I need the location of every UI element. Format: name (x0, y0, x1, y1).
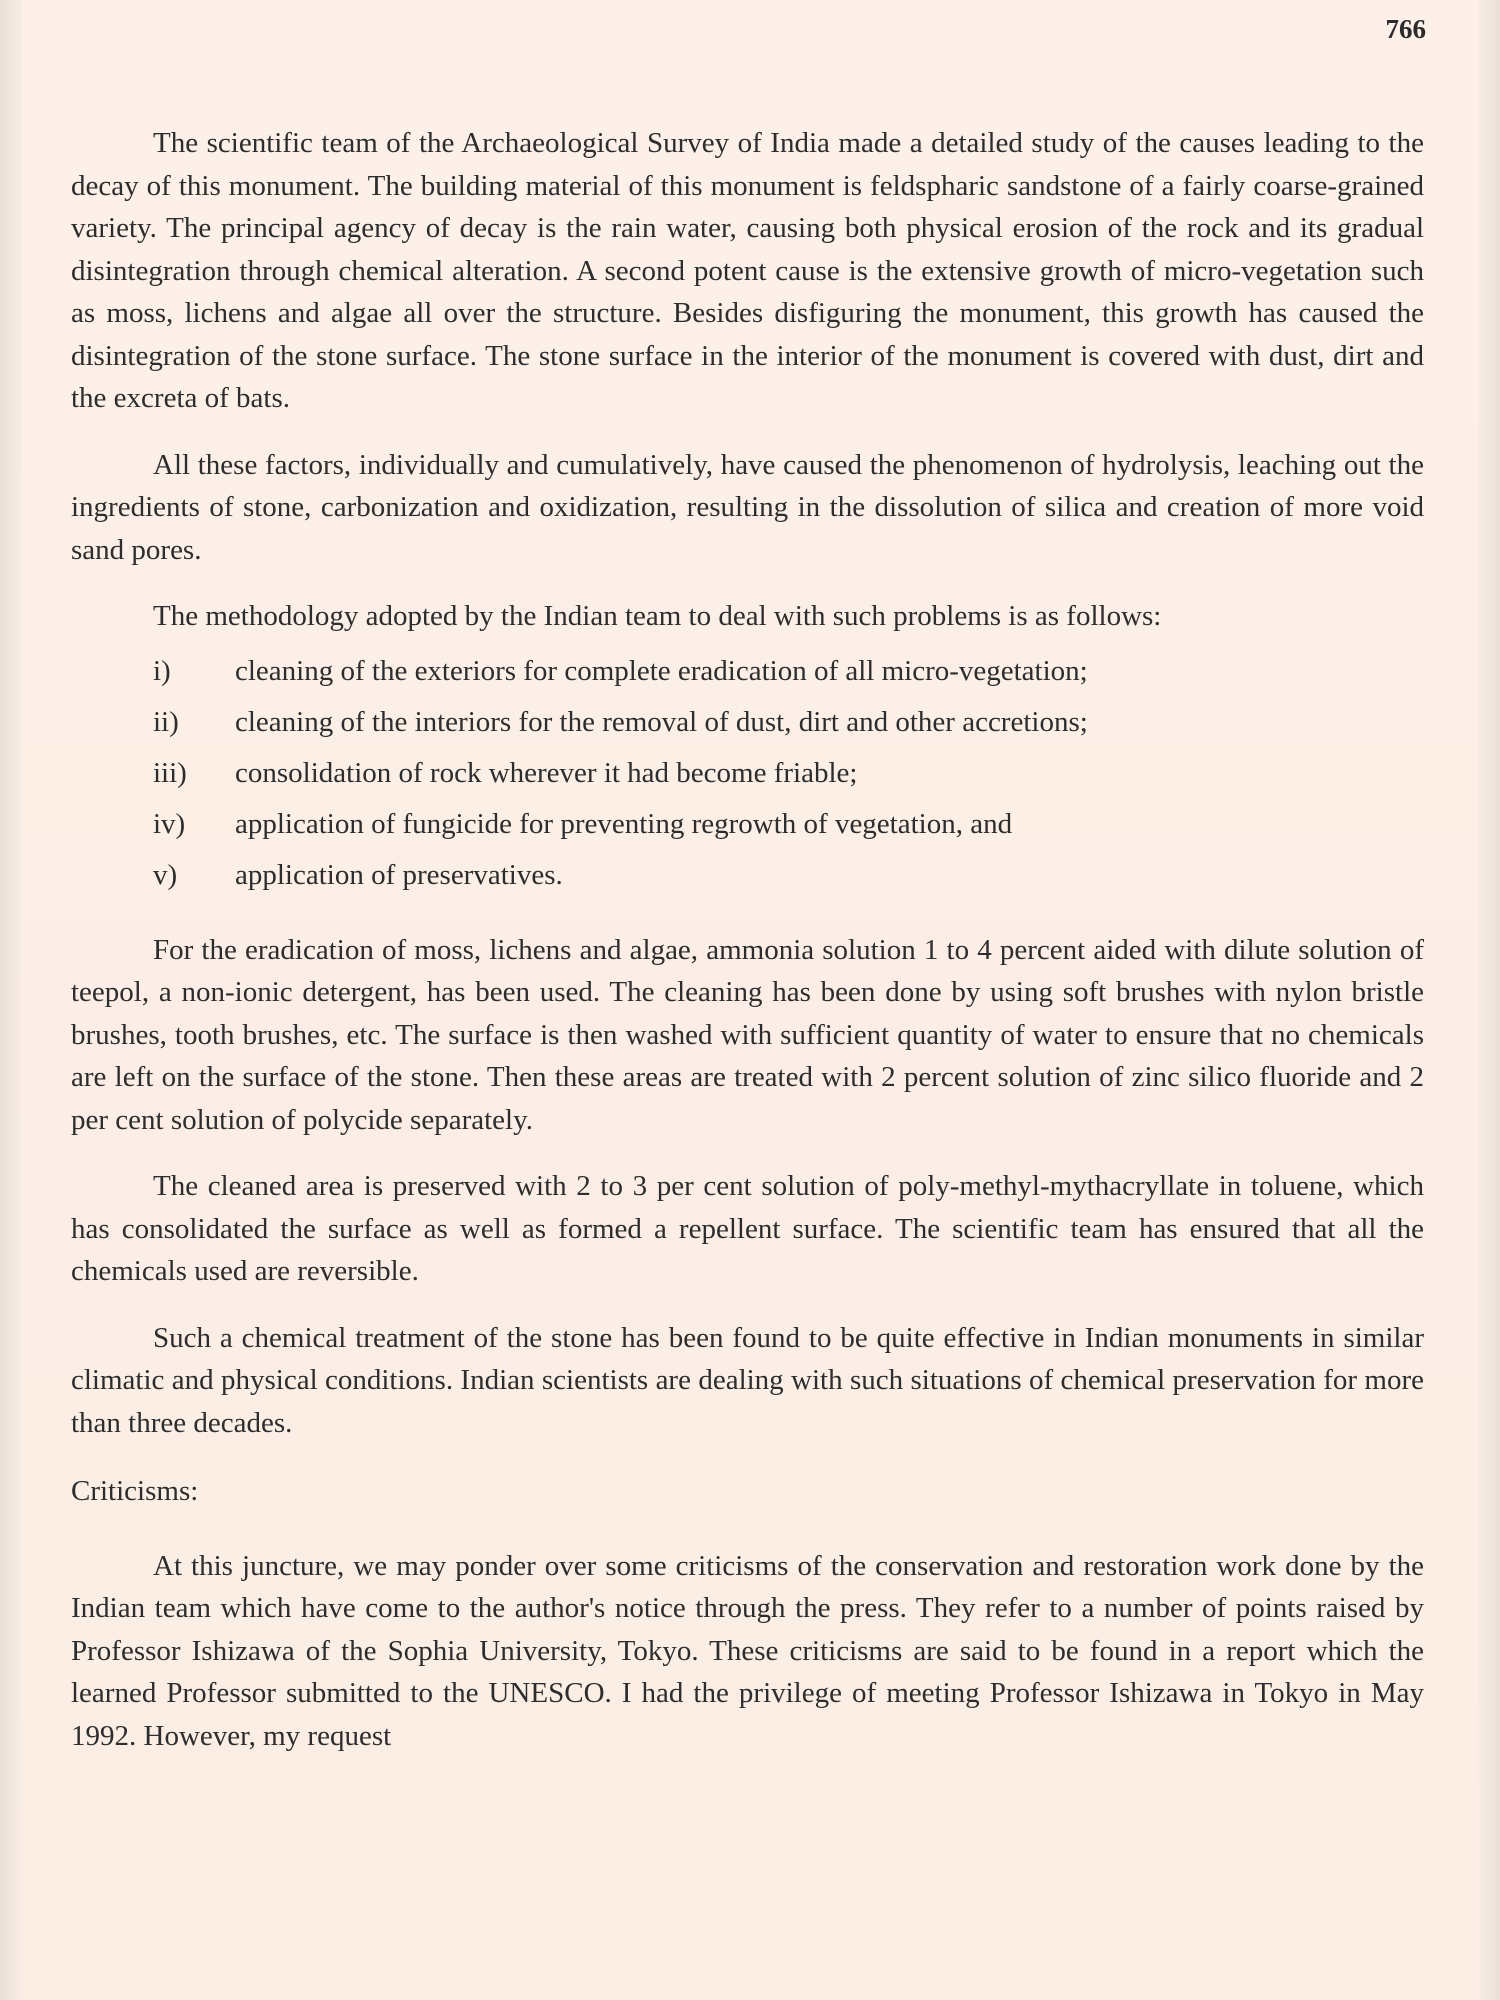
list-item-number: iii) (153, 756, 187, 789)
list-item-text: cleaning of the exteriors for complete eradication of all micro-vegetation; (235, 654, 1088, 687)
list-item (71, 701, 1424, 752)
list-item-text: application of fungicide for preventing regrowth of vegetation, and (235, 807, 1013, 840)
list-item-number: v) (153, 858, 178, 891)
page-body (71, 122, 1424, 1781)
list-item-text: application of preservatives. (235, 858, 563, 891)
list-item (71, 650, 1424, 701)
methodology-list (71, 650, 1424, 905)
paragraph-criticisms: At this juncture, we may ponder over some criticisms of the conservation and restoration work done by the Indian team which have come to the author's notice through the press. They refer to a number of points raised by Professor Ishizawa of the Sophia University, Tokyo. These criticisms are said to be found in a report which the learned Professor submitted to the UNESCO. I had the privilege of meeting Professor Ishizawa in Tokyo in May 1992. However, my request (71, 1549, 1424, 1752)
paragraph-methodology-intro: The methodology adopted by the Indian team to deal with such problems is as follows: (153, 600, 1162, 632)
list-item-text: consolidation of rock wherever it had become friable; (235, 756, 858, 789)
page-edge-right (1478, 0, 1500, 2000)
list-item-number: i) (153, 654, 171, 687)
page-edge-left (0, 0, 22, 2000)
paragraph-preservation: The cleaned area is preserved with 2 to 3 per cent solution of poly-methyl-mythacryllate in toluene, which has consolidated the surface as well as formed a repellent surface. The scientific team has ensured that all the chemicals used are reversible. (71, 1170, 1424, 1287)
paragraph-eradication: For the eradication of moss, lichens and algae, ammonia solution 1 to 4 percent aided with dilute solution of teepol, a non-ionic detergent, has been used. The cleaning has been done by using soft brushes with nylon bristle brushes, tooth brushes, etc. The surface is then washed with sufficient quantity of water to ensure that no chemicals are left on the surface of the stone. Then these areas are treated with 2 percent solution of zinc silico fluoride and 2 per cent solution of polycide separately. (71, 933, 1424, 1136)
paragraph-decay-causes: The scientific team of the Archaeological Survey of India made a detailed study of the causes leading to the decay of this monument. The building material of this monument is feldspharic sandstone of a fairly coarse-grained variety. The principal agency of decay is the rain water, causing both physical erosion of the rock and its gradual disintegration through chemical alteration. A second potent cause is the extensive growth of micro-vegetation such as moss, lichens and algae all over the structure. Besides disfiguring the monument, this growth has caused the disintegration of the stone surface. The stone surface in the interior of the monument is covered with dust, dirt and the excreta of bats. (71, 127, 1424, 414)
list-item (71, 803, 1424, 854)
page-number: 766 (1385, 14, 1426, 44)
list-item (71, 854, 1424, 905)
list-item (71, 752, 1424, 803)
paragraph-effectiveness: Such a chemical treatment of the stone has been found to be quite effective in Indian monuments in similar climatic and physical conditions. Indian scientists are dealing with such situations of chemical preservation for more than three decades. (71, 1321, 1424, 1439)
list-item-text: cleaning of the interiors for the removal of dust, dirt and other accretions; (235, 705, 1088, 738)
paragraph-factors: All these factors, individually and cumulatively, have caused the phenomenon of hydrolysis, leaching out the ingredients of stone, carbonization and oxidization, resulting in the dissolution of silica and creation of more void sand pores. (71, 448, 1424, 566)
list-item-number: iv) (153, 807, 186, 840)
section-heading-criticisms: Criticisms: (71, 1475, 199, 1507)
list-item-number: ii) (153, 705, 179, 738)
